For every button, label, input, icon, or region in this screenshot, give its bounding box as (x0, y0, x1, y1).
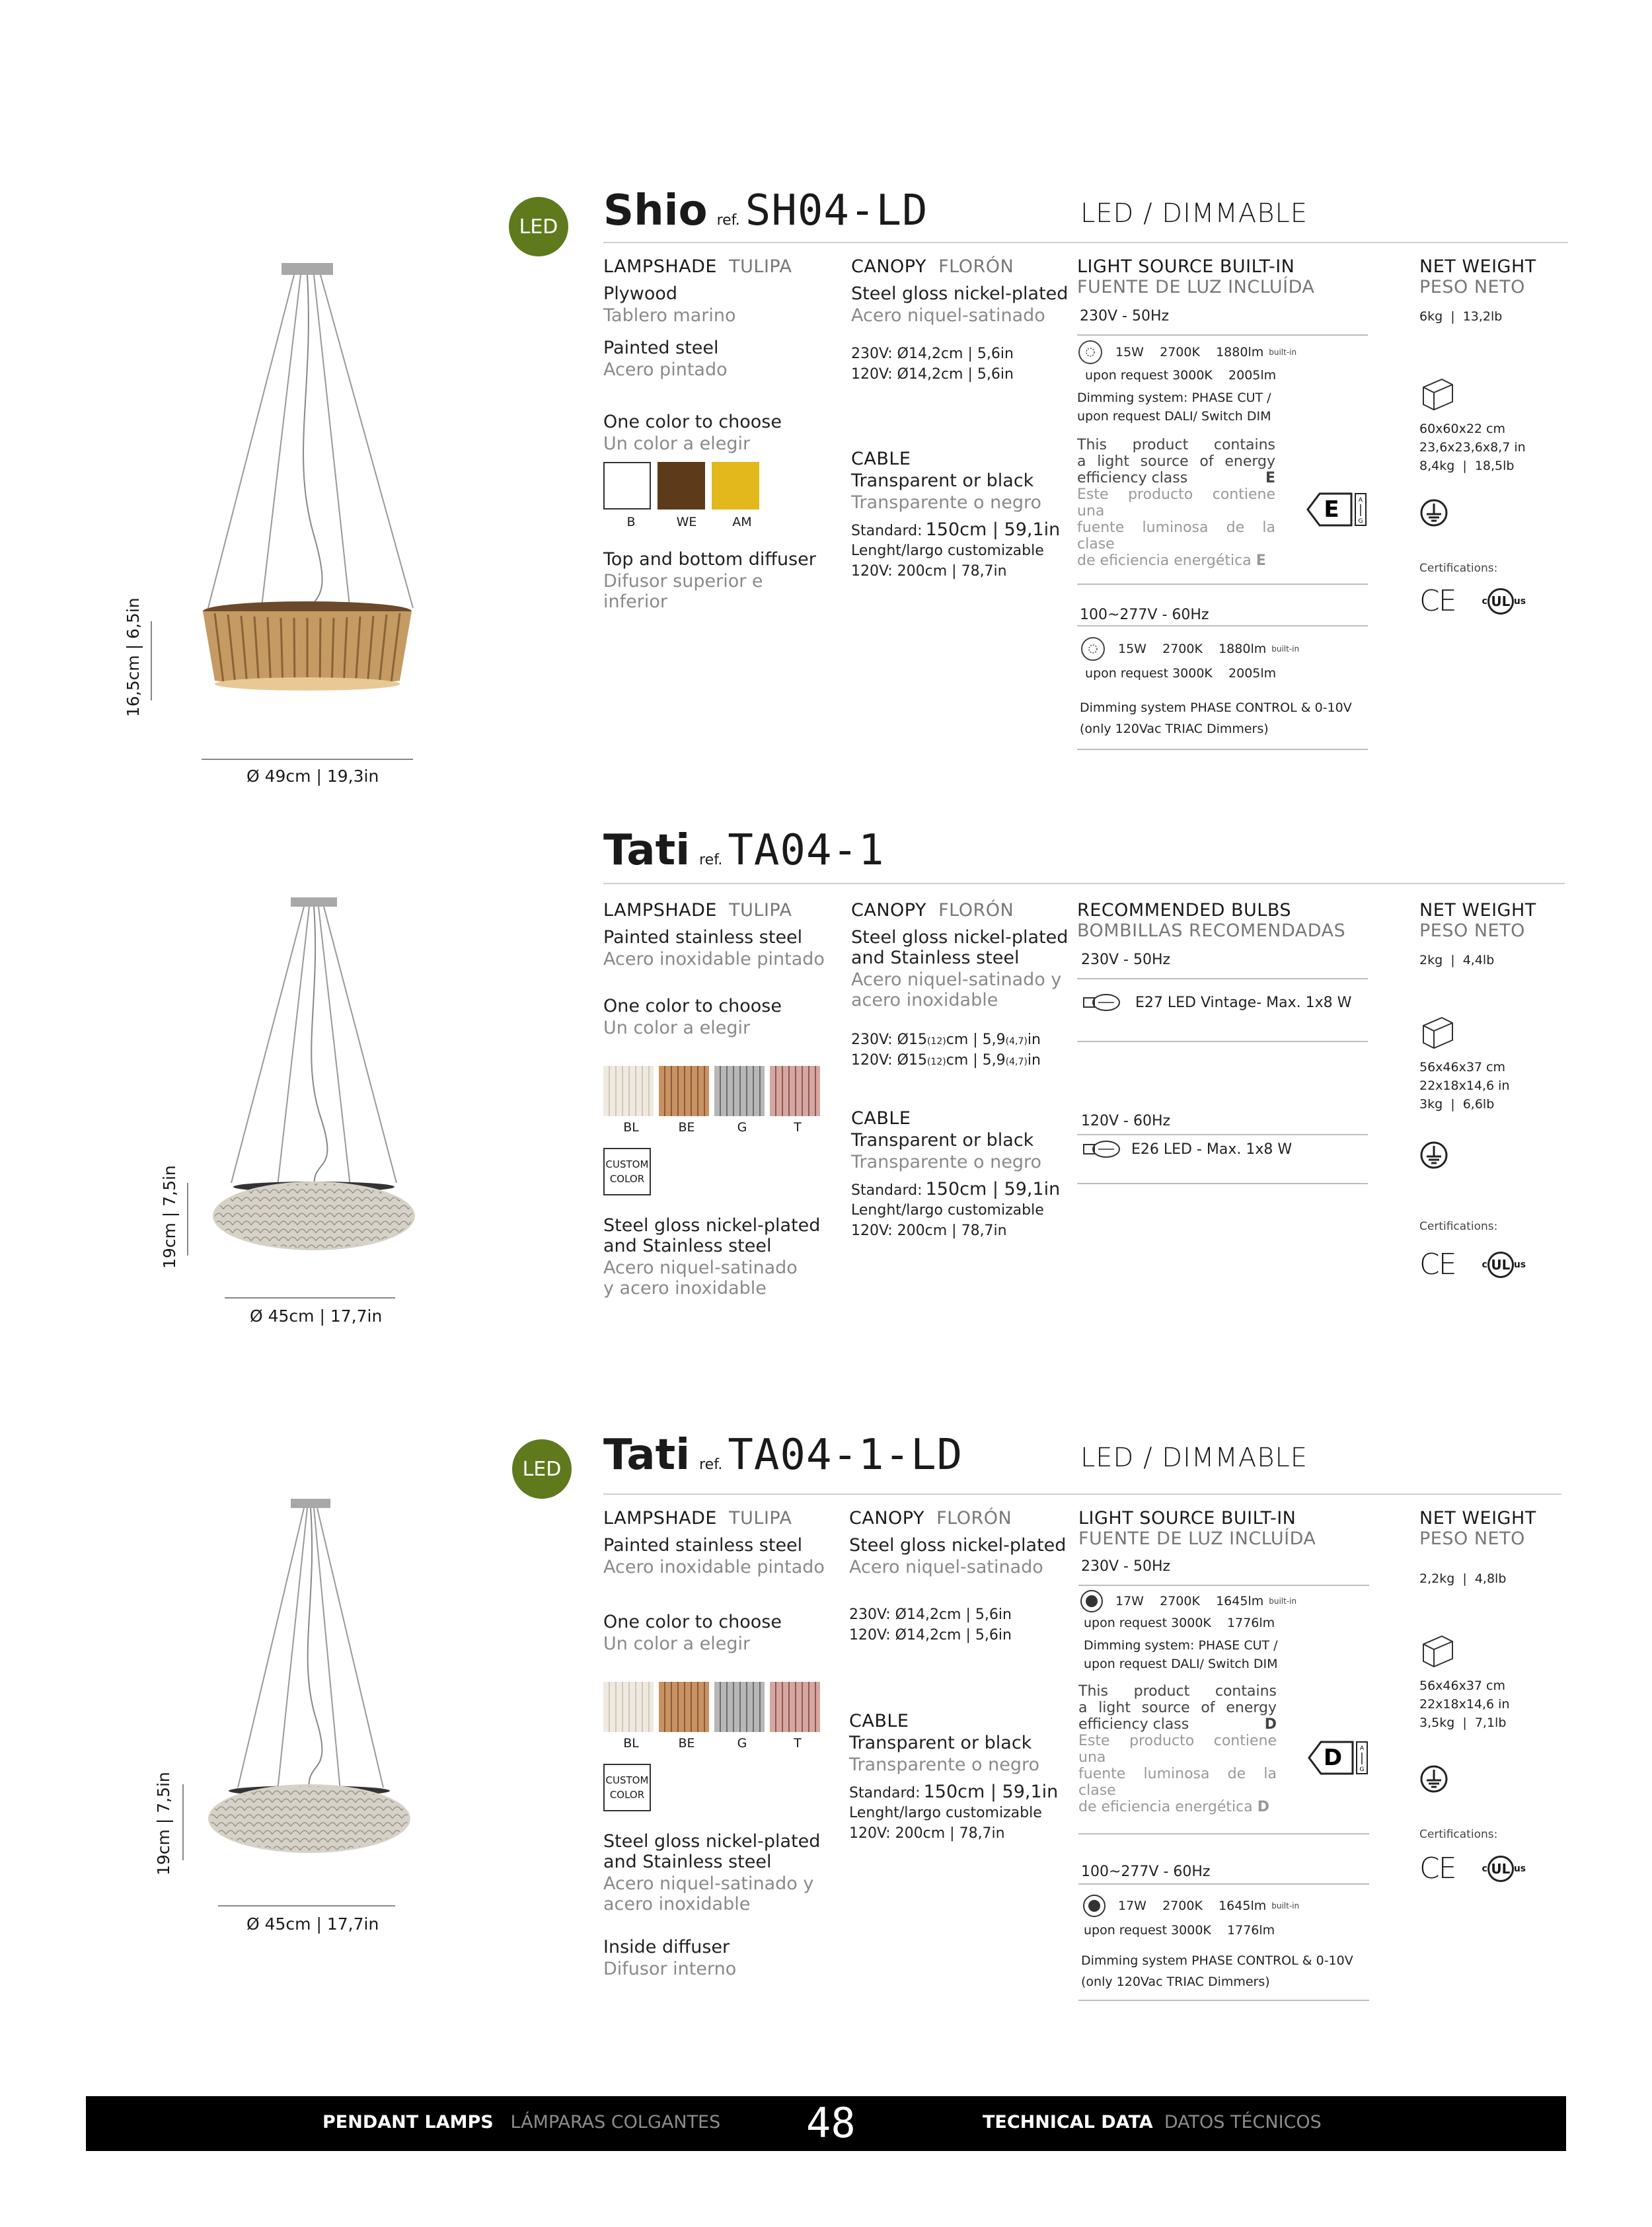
ul-mark-icon: c UL us (1482, 588, 1526, 615)
material-en: Painted stainless steel (603, 1535, 803, 1556)
canopy-dim: 230V: Ø14,2cm | 5,6in (851, 346, 1014, 362)
certifications-label: Certifications: (1419, 1828, 1498, 1841)
dimming-system: (only 120Vac TRIAC Dimmers) (1080, 722, 1269, 736)
canopy-dim: 230V: Ø15(12)cm | 5,9(4,7)in (851, 1032, 1041, 1048)
color-choice-en: One color to choose (603, 412, 782, 432)
cable-es: Transparente o negro (849, 1755, 1040, 1775)
cable-120v: 120V: 200cm | 78,7in (851, 1223, 1007, 1239)
led-dimmable-tag: LED / DIMMABLE (1080, 198, 1308, 229)
energy-class: D (1323, 1745, 1343, 1771)
material-en: Painted stainless steel (603, 927, 803, 948)
steel-es: y acero inoxidable (603, 1278, 767, 1299)
product-title (603, 186, 928, 235)
swatch-grey (714, 1682, 765, 1732)
swatch-white (603, 1066, 654, 1116)
canopy-heading: CANOPY FLORÓN (851, 900, 1014, 921)
swatch-labels (603, 1736, 828, 1751)
canopy-material-es: Acero niquel-satinado (851, 305, 1045, 326)
swatch-grey (714, 1066, 765, 1116)
dimming-system: Dimming system PHASE CONTROL & 0-10V (1080, 700, 1352, 715)
swatch-label: B (626, 515, 636, 529)
cable-standard: Standard: 150cm | 59,1in (851, 1179, 1061, 1199)
lampshade-column (603, 256, 821, 612)
weight-heading-es: PESO NETO (1419, 921, 1525, 941)
box-dims: 22x18x14,6 in (1419, 1697, 1510, 1712)
diameter-dimension: Ø 49cm | 19,3in (246, 767, 379, 786)
custom-color-box: CUSTOM COLOR (603, 1148, 651, 1195)
led-spec: 15W 2700K 1880lm (1118, 642, 1267, 656)
bulb-row (1080, 1139, 1292, 1159)
swatch-label: BL (623, 1120, 639, 1135)
swatch-terracotta (770, 1066, 820, 1116)
rule (1077, 1041, 1368, 1042)
dimming-system: Dimming system: PHASE CUT / (1084, 1638, 1278, 1653)
suspension-cable (314, 275, 350, 612)
diameter-dimension: Ø 45cm | 17,7in (246, 1914, 379, 1934)
upon-request: upon request 3000K 2005lm (1085, 368, 1277, 383)
swatch-label: AM (732, 515, 752, 529)
material-es: Acero pintado (603, 359, 728, 380)
box-dims: 56x46x37 cm (1419, 1679, 1506, 1693)
voltage-230: 230V - 50Hz (1080, 308, 1170, 324)
canopy-heading: CANOPY FLORÓN (851, 256, 1014, 277)
lampshade-heading: LAMPSHADE TULIPA (603, 900, 792, 921)
upon-request: upon request 3000K 2005lm (1085, 666, 1277, 681)
bulbs-column (1077, 900, 1368, 1184)
footer-section-en: PENDANT LAMPS (322, 2112, 494, 2133)
box-weight: 8,4kg | 18,5lb (1419, 459, 1515, 473)
material-es: Tablero marino (603, 305, 736, 326)
swatch-white (603, 462, 651, 510)
light-source-column (1077, 256, 1368, 736)
canopy-shape (282, 263, 333, 275)
steel-es: acero inoxidable (603, 1894, 751, 1914)
ul-mark-icon: c UL us (1482, 1856, 1526, 1882)
voltage-120: 100~277V - 60Hz (1080, 607, 1209, 623)
bulb-icon (1080, 1139, 1122, 1159)
diameter-dim-line (218, 1905, 395, 1906)
height-dimension: 16,5cm | 6,5in (124, 597, 143, 717)
height-dim-line (182, 1784, 184, 1860)
energy-label-icon (1305, 491, 1369, 528)
rule (1077, 1134, 1368, 1135)
energy-text: This product contains a light source of energy efficiency class E Este producto contiene una fuente luminosa de la clase de eficiencia energética E (1077, 437, 1275, 569)
certifications (1419, 584, 1578, 618)
box-dims: 60x60x22 cm (1419, 422, 1506, 436)
energy-label-icon (1306, 1739, 1370, 1776)
led-badge: LED (512, 1439, 572, 1499)
light-heading-en: LIGHT SOURCE BUILT-IN (1077, 256, 1295, 277)
rule (1078, 1833, 1369, 1834)
led-badge: LED (509, 197, 568, 256)
led-spec: 17W 2700K 1645lm (1118, 1899, 1267, 1913)
product-name: Tati (603, 826, 691, 875)
canopy-shape (291, 897, 337, 907)
height-dimension: 19cm | 7,5in (160, 1165, 179, 1269)
canopy-material-es: acero inoxidable (851, 990, 998, 1010)
cable-custom: Lenght/largo customizable (851, 1202, 1044, 1219)
dimming-system: upon request DALI/ Switch DIM (1084, 1657, 1278, 1671)
title-rule (603, 1493, 1561, 1495)
voltage-230: 230V - 50Hz (1081, 952, 1171, 968)
footer-bar (86, 2096, 1566, 2151)
dimming-system: Dimming system: PHASE CUT / (1077, 391, 1271, 405)
product-name: Shio (603, 186, 708, 235)
inside-diffuser-en: Inside diffuser (603, 1937, 730, 1957)
scale-top: A (1359, 1745, 1365, 1752)
footer-section-es: LÁMPARAS COLGANTES (510, 2112, 721, 2133)
material-es: Acero inoxidable pintado (603, 1557, 825, 1577)
canopy-dim: 120V: Ø14,2cm | 5,6in (851, 366, 1014, 383)
color-choice-en: One color to choose (603, 1612, 782, 1632)
bulb-spec: E26 LED - Max. 1x8 W (1131, 1141, 1293, 1158)
swatch-label: G (737, 1736, 747, 1751)
swatch-label: T (794, 1120, 802, 1135)
led-chip-icon (1078, 1588, 1105, 1614)
cable-heading: CABLE (851, 1108, 911, 1129)
diameter-dim-line (202, 759, 413, 760)
earth-ground-icon (1419, 498, 1448, 527)
swatch-label: BE (678, 1120, 695, 1135)
earth-ground-icon (1419, 1764, 1448, 1793)
cable-custom: Lenght/largo customizable (851, 543, 1044, 559)
light-source-column (1078, 1508, 1369, 1989)
footer-tech-en: TECHNICAL DATA (983, 2112, 1153, 2133)
canopy-column (849, 1508, 1074, 1842)
steel-es: Acero niquel-satinado y (603, 1873, 814, 1894)
cable-en: Transparent or black (849, 1733, 1032, 1753)
built-in-label: built-in (1271, 644, 1300, 654)
light-heading-es: FUENTE DE LUZ INCLUÍDA (1077, 277, 1315, 297)
page-number: 48 (806, 2099, 856, 2147)
steel-en: and Stainless steel (603, 1236, 772, 1256)
canopy-material-en: and Stainless steel (851, 948, 1020, 968)
net-weight: 2,2kg | 4,8lb (1419, 1571, 1507, 1586)
lampshade-column (603, 1508, 828, 1979)
dimming-system: (only 120Vac TRIAC Dimmers) (1081, 1975, 1270, 1989)
certifications-label: Certifications: (1419, 1220, 1498, 1233)
led-spec-row (1080, 636, 1299, 662)
bulbs-heading-en: RECOMMENDED BULBS (1077, 900, 1292, 921)
title-rule (603, 242, 1568, 243)
material-en: Plywood (603, 283, 678, 304)
product-code: TA04-1 (728, 826, 885, 875)
energy-text: This product contains a light source of energy efficiency class D Este producto contiene una fuente luminosa de la clase de eficiencia energética D (1078, 1683, 1277, 1815)
voltage-120: 100~277V - 60Hz (1081, 1864, 1211, 1880)
steel-en: Steel gloss nickel-plated (603, 1831, 821, 1852)
shade-bottom (215, 677, 400, 691)
bulb-row (1080, 993, 1351, 1012)
suspension-cable (320, 275, 413, 608)
ref-label: ref. (699, 852, 723, 868)
cable-en: Transparent or black (851, 1130, 1034, 1151)
built-in-label: built-in (1269, 1597, 1297, 1606)
box-weight: 3,5kg | 7,1lb (1419, 1716, 1507, 1730)
cable-en: Transparent or black (851, 471, 1034, 491)
rule (1078, 1883, 1369, 1885)
bulb-icon (1080, 993, 1122, 1012)
color-swatches (603, 1066, 828, 1116)
rule (1077, 625, 1368, 626)
steel-en: and Stainless steel (603, 1852, 772, 1872)
led-spec-row (1077, 339, 1368, 365)
material-en: Painted steel (603, 338, 719, 358)
inside-diffuser-es: Difusor interno (603, 1959, 737, 1979)
swatch-amber (712, 462, 759, 510)
product-title (603, 1431, 963, 1480)
energy-class: E (1324, 496, 1339, 523)
cable-heading: CABLE (851, 449, 911, 469)
earth-ground-icon (1419, 1141, 1448, 1170)
footer-section (322, 2112, 720, 2133)
box-icon (1419, 1014, 1456, 1051)
cable-es: Transparente o negro (851, 1152, 1042, 1172)
box-weight: 3kg | 6,6lb (1419, 1097, 1495, 1112)
ce-mark-icon: CE (1419, 584, 1456, 618)
product-name: Tati (603, 1431, 691, 1480)
ce-mark-icon: CE (1419, 1248, 1456, 1281)
rule (1077, 749, 1368, 750)
voltage-120: 120V - 60Hz (1081, 1113, 1171, 1129)
swatch-beige (659, 1066, 709, 1116)
tati-lamp-illustration (205, 892, 423, 1302)
lampshade-heading: LAMPSHADE TULIPA (603, 1508, 792, 1529)
ref-label: ref. (716, 212, 740, 229)
color-swatches (603, 462, 821, 511)
weight-column (1419, 900, 1578, 1281)
rule (1077, 1183, 1368, 1184)
product-title (603, 826, 885, 875)
swatch-label: T (794, 1736, 802, 1751)
net-weight: 6kg | 13,2lb (1419, 309, 1503, 324)
voltage-230: 230V - 50Hz (1081, 1558, 1171, 1575)
swatch-label: BE (678, 1736, 695, 1751)
cable-custom: Lenght/largo customizable (849, 1805, 1042, 1821)
title-rule (603, 883, 1565, 884)
height-dim-line (151, 621, 152, 700)
led-spec-row (1078, 1588, 1369, 1614)
diffuser-en: Top and bottom diffuser (603, 549, 816, 570)
color-choice-en: One color to choose (603, 996, 782, 1016)
ce-mark-icon: CE (1419, 1852, 1456, 1885)
color-swatches (603, 1682, 828, 1732)
canopy-material-en: Steel gloss nickel-plated (851, 283, 1069, 304)
canopy-material-en: Steel gloss nickel-plated (849, 1535, 1067, 1556)
upon-request: upon request 3000K 1776lm (1084, 1616, 1275, 1630)
cable-standard: Standard: 150cm | 59,1in (849, 1782, 1059, 1802)
dimming-system: upon request DALI/ Switch DIM (1077, 409, 1271, 424)
weight-heading-en: NET WEIGHT (1419, 256, 1536, 277)
certifications-label: Certifications: (1419, 562, 1498, 575)
swatch-labels (603, 1120, 828, 1135)
led-chip-icon (1081, 1893, 1108, 1919)
swatch-terracotta (770, 1682, 820, 1732)
led-chip-icon (1077, 339, 1104, 365)
rule (1077, 584, 1368, 585)
bulb-spec: E27 LED Vintage- Max. 1x8 W (1135, 994, 1352, 1011)
diameter-dim-line (225, 1297, 395, 1299)
color-choice-es: Un color a elegir (603, 1018, 751, 1038)
lampshade-column (603, 900, 828, 1299)
led-spec: 17W 2700K 1645lm (1115, 1594, 1264, 1608)
tati-led-lamp-illustration (198, 1493, 416, 1890)
box-dims: 22x18x14,6 in (1419, 1078, 1510, 1093)
swatch-label: WE (676, 515, 697, 529)
product-code: SH04-LD (745, 186, 928, 235)
certifications (1419, 1852, 1578, 1885)
canopy-shape (291, 1499, 330, 1508)
scale-top: A (1358, 497, 1363, 504)
ul-mark-icon: c UL us (1482, 1252, 1526, 1278)
custom-color-box: CUSTOM COLOR (603, 1764, 651, 1811)
upon-request: upon request 3000K 1776lm (1084, 1923, 1275, 1938)
canopy-column (851, 256, 1069, 580)
cable-es: Transparente o negro (851, 492, 1042, 513)
footer-tech-es: DATOS TÉCNICOS (1164, 2112, 1322, 2133)
canopy-dim: 230V: Ø14,2cm | 5,6in (849, 1606, 1012, 1623)
rule (1078, 2000, 1369, 2001)
swatch-labels (603, 515, 821, 529)
light-heading-en: LIGHT SOURCE BUILT-IN (1078, 1508, 1296, 1529)
product-code: TA04-1-LD (728, 1431, 963, 1480)
box-dims: 56x46x37 cm (1419, 1060, 1506, 1075)
weight-column (1419, 256, 1578, 618)
weight-heading-es: PESO NETO (1419, 1529, 1525, 1549)
cable-120v: 120V: 200cm | 78,7in (851, 563, 1007, 580)
net-weight: 2kg | 4,4lb (1419, 953, 1495, 967)
scale-bottom: G (1358, 518, 1363, 525)
canopy-material-en: Steel gloss nickel-plated (851, 927, 1069, 948)
footer-tech (983, 2112, 1322, 2133)
cable-120v: 120V: 200cm | 78,7in (849, 1825, 1005, 1842)
led-dimmable-tag: LED / DIMMABLE (1080, 1443, 1308, 1473)
bulbs-heading-es: BOMBILLAS RECOMENDADAS (1077, 921, 1346, 941)
led-chip-icon (1080, 636, 1106, 662)
color-choice-es: Un color a elegir (603, 434, 751, 454)
canopy-material-es: Acero niquel-satinado y (851, 969, 1062, 990)
box-icon (1419, 375, 1456, 412)
shio-lamp-illustration (152, 258, 469, 800)
height-dimension: 19cm | 7,5in (154, 1772, 173, 1875)
canopy-column (851, 900, 1076, 1239)
diffuser-es: inferior (603, 591, 667, 612)
canopy-dim: 120V: Ø15(12)cm | 5,9(4,7)in (851, 1052, 1041, 1069)
ref-label: ref. (699, 1456, 723, 1473)
color-choice-es: Un color a elegir (603, 1634, 751, 1654)
swatch-white (603, 1682, 654, 1732)
height-dim-line (187, 1183, 188, 1256)
box-dims: 23,6x23,6x8,7 in (1419, 440, 1526, 455)
swatch-label: BL (623, 1736, 639, 1751)
steel-en: Steel gloss nickel-plated (603, 1215, 821, 1236)
diameter-dimension: Ø 45cm | 17,7in (250, 1306, 383, 1326)
material-es: Acero inoxidable pintado (603, 949, 825, 969)
swatch-label: G (737, 1120, 747, 1135)
rule (1077, 334, 1368, 336)
led-spec: 15W 2700K 1880lm (1115, 345, 1264, 359)
built-in-label: built-in (1271, 1901, 1300, 1910)
lampshade-heading: LAMPSHADE TULIPA (603, 256, 792, 277)
weight-column (1419, 1508, 1578, 1885)
led-spec-row (1081, 1893, 1299, 1919)
rule (1077, 978, 1368, 979)
canopy-material-es: Acero niquel-satinado (849, 1557, 1043, 1577)
cable-standard: Standard: 150cm | 59,1in (851, 519, 1061, 540)
scale-bottom: G (1359, 1766, 1365, 1773)
steel-es: Acero niquel-satinado (603, 1258, 798, 1278)
canopy-dim: 120V: Ø14,2cm | 5,6in (849, 1627, 1012, 1643)
built-in-label: built-in (1269, 348, 1297, 357)
swatch-beige (659, 1682, 709, 1732)
rule (1078, 1585, 1369, 1586)
box-icon (1419, 1632, 1456, 1669)
weight-heading-en: NET WEIGHT (1419, 900, 1536, 921)
diffuser-es: Difusor superior e (603, 571, 763, 591)
swatch-wood (657, 462, 705, 510)
cable-heading: CABLE (849, 1711, 909, 1731)
weight-heading-en: NET WEIGHT (1419, 1508, 1536, 1529)
weight-heading-es: PESO NETO (1419, 277, 1525, 297)
dimming-system: Dimming system PHASE CONTROL & 0-10V (1081, 1953, 1353, 1968)
certifications (1419, 1248, 1578, 1281)
canopy-heading: CANOPY FLORÓN (849, 1508, 1012, 1529)
light-heading-es: FUENTE DE LUZ INCLUÍDA (1078, 1529, 1316, 1549)
